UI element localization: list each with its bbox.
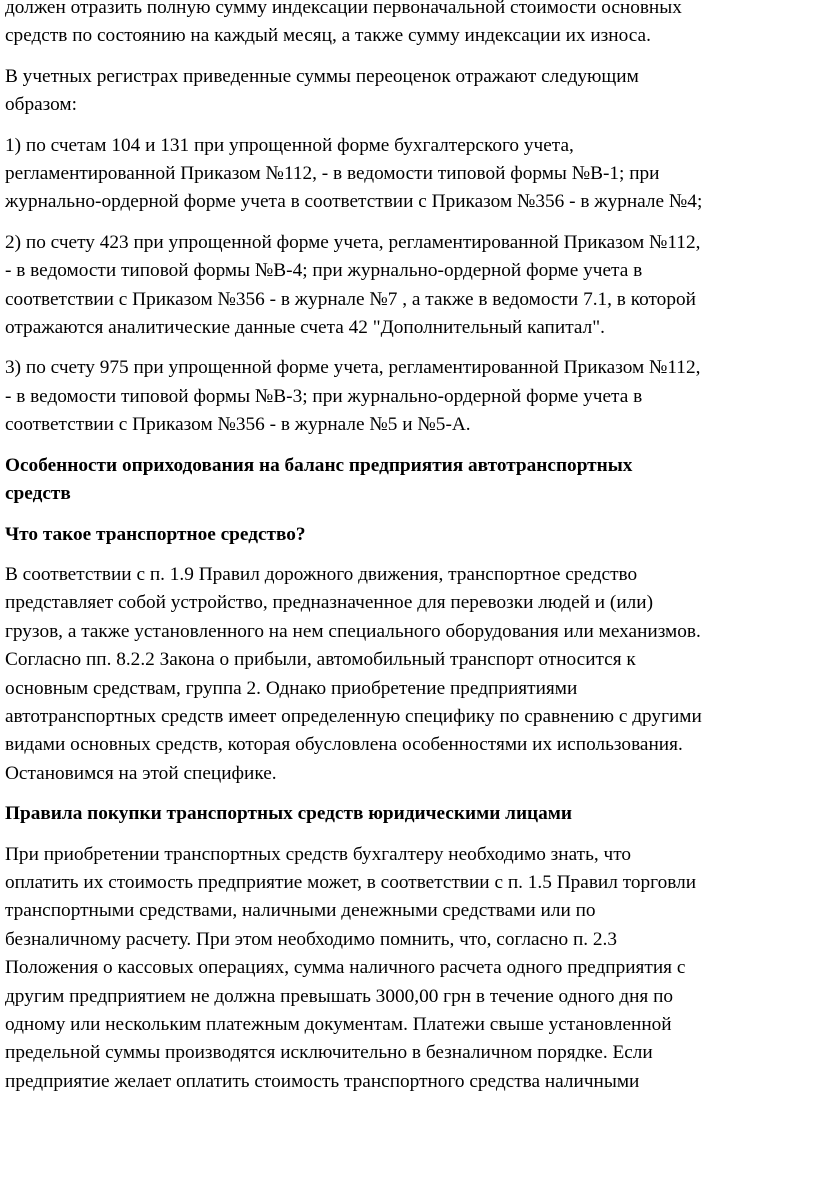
body-paragraph [5,354,812,439]
text-line: образом: [5,94,77,116]
section-heading [5,800,812,828]
body-paragraph [5,0,812,51]
text-line: предприятие желает оплатить стоимость транспортного средства наличными [5,1070,640,1092]
text-line: грузов, а также установленного на нем специального оборудования или механизмов. [5,620,701,642]
text-line: 3) по счету 975 при упрощенной форме учета, регламентированной Приказом №112, [5,357,701,379]
text-line: другим предприятием не должна превышать 3000,00 грн в течение одного дня по [5,985,674,1007]
text-line: - в ведомости типовой формы №В-4; при журнально-ордерной форме учета в [5,260,643,282]
text-line: соответствии с Приказом №356 - в журнале №5 и №5-А. [5,414,471,436]
body-paragraph [5,561,812,788]
text-line: соответствии с Приказом №356 - в журнале №7 , а также в ведомости 7.1, в которой [5,288,696,310]
body-paragraph [5,229,812,343]
text-line: 2) по счету 423 при упрощенной форме учета, регламентированной Приказом №112, [5,231,701,253]
body-paragraph [5,841,812,1097]
heading-line: Что такое транспортное средство? [5,523,306,545]
text-line: В учетных регистрах приведенные суммы переоценок отражают следующим [5,65,639,87]
text-line: журнально-ордерной форме учета в соответствии с Приказом №356 - в журнале №4; [5,191,703,213]
text-line: средств по состоянию на каждый месяц, а также сумму индексации их износа. [5,25,651,47]
heading-line: средств [5,483,71,505]
text-line: предельной суммы производятся исключительно в безналичном порядке. Если [5,1042,653,1064]
text-line: транспортными средствами, наличными денежными средствами или по [5,900,596,922]
text-line: 1) по счетам 104 и 131 при упрощенной форме бухгалтерского учета, [5,134,574,156]
text-line: оплатить их стоимость предприятие может, в соответствии с п. 1.5 Правил торговли [5,871,697,893]
text-line: безналичному расчету. При этом необходимо помнить, что, согласно п. 2.3 [5,928,618,950]
section-heading [5,521,812,549]
text-line: Положения о кассовых операциях, сумма наличного расчета одного предприятия с [5,957,686,979]
text-line: отражаются аналитические данные счета 42 "Дополнительный капитал". [5,317,605,339]
text-line: видами основных средств, которая обусловлена особенностями их использования. [5,734,683,756]
heading-line: Правила покупки транспортных средств юридическими лицами [5,803,573,825]
text-line: - в ведомости типовой формы №В-3; при журнально-ордерной форме учета в [5,385,643,407]
text-line: должен отразить полную сумму индексации первоначальной стоимости основных [5,0,682,18]
body-paragraph [5,63,812,120]
text-line: При приобретении транспортных средств бухгалтеру необходимо знать, что [5,843,632,865]
text-line: основным средствам, группа 2. Однако приобретение предприятиями [5,677,578,699]
body-paragraph [5,132,812,217]
text-line: представляет собой устройство, предназначенное для перевозки людей и (или) [5,592,654,614]
text-line: Согласно пп. 8.2.2 Закона о прибыли, автомобильный транспорт относится к [5,649,636,671]
text-line: регламентированной Приказом №112, - в ведомости типовой формы №В-1; при [5,163,660,185]
heading-line: Особенности оприходования на баланс предприятия автотранспортных [5,454,633,476]
text-line: Остановимся на этой специфике. [5,762,277,784]
text-line: автотранспортных средств имеет определенную специфику по сравнению с другими [5,705,702,727]
text-line: одному или нескольким платежным документам. Платежи свыше установленной [5,1014,672,1035]
text-line: В соответствии с п. 1.9 Правил дорожного движения, транспортное средство [5,563,638,585]
section-heading [5,452,812,509]
